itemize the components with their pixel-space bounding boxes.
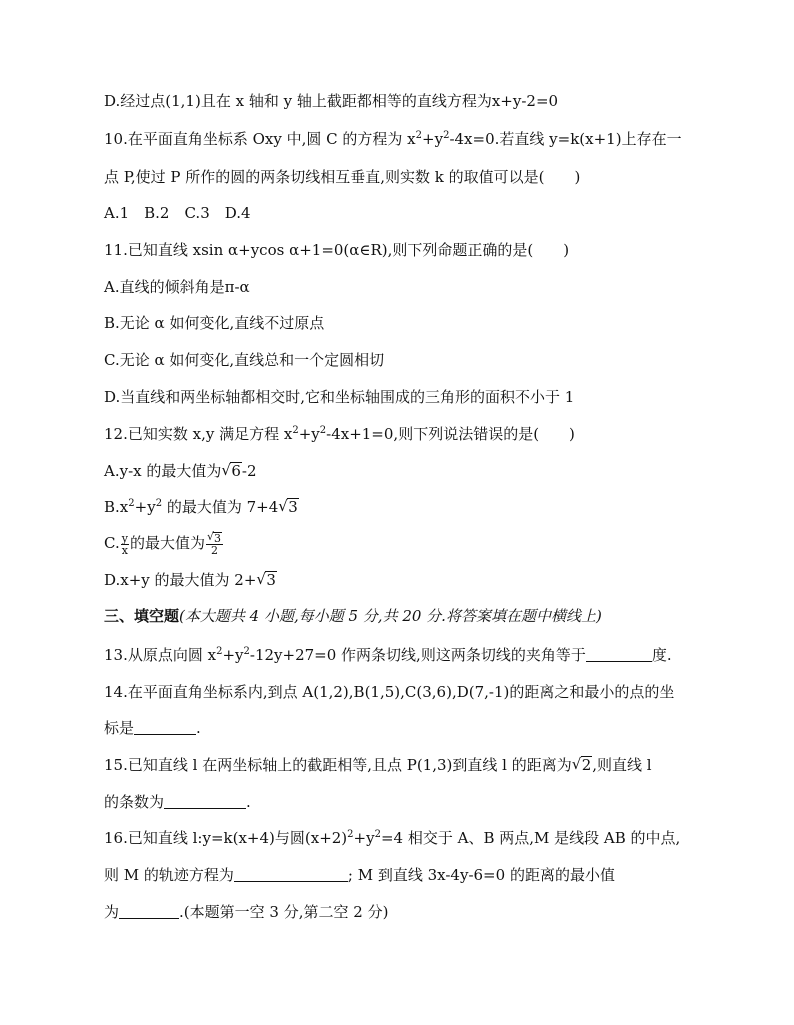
superscript: 2 bbox=[128, 498, 135, 509]
q16-stem-line2 bbox=[104, 865, 615, 885]
radicand: 3 bbox=[288, 498, 298, 516]
text: C.无论 α 如何变化,直线总和一个定圆相切 bbox=[104, 351, 385, 369]
text: 的最大值为 7+4 bbox=[162, 498, 279, 516]
sqrt-expression bbox=[278, 497, 299, 517]
text: +y bbox=[298, 425, 320, 443]
text: ,则直线 l bbox=[592, 756, 652, 774]
radicand: 6 bbox=[231, 462, 241, 480]
q13-stem bbox=[104, 645, 672, 665]
q12-option-c bbox=[104, 532, 224, 556]
text: . bbox=[196, 719, 201, 737]
text: -12y+27=0 作两条切线,则这两条切线的夹角等于 bbox=[249, 646, 586, 664]
superscript: 2 bbox=[415, 130, 423, 141]
text: 12.已知实数 x,y 满足方程 x bbox=[104, 425, 293, 443]
text: +y bbox=[134, 498, 156, 516]
text: -4x=0.若直线 y=k(x+1)上存在一 bbox=[449, 130, 682, 148]
text: -4x+1=0,则下列说法错误的是( ) bbox=[326, 425, 575, 443]
text: -2 bbox=[241, 462, 257, 480]
text: 为 bbox=[104, 903, 120, 921]
q14-stem-line1 bbox=[104, 682, 674, 702]
q11-option-d bbox=[104, 387, 574, 407]
answer-blank[interactable] bbox=[119, 904, 179, 919]
sqrt-expression bbox=[221, 461, 242, 481]
text: A.1 B.2 C.3 D.4 bbox=[104, 204, 251, 222]
fraction-sqrt3-over-2 bbox=[206, 532, 223, 556]
text: =4 相交于 A、B 两点,M 是线段 AB 的中点, bbox=[380, 829, 681, 847]
superscript: 2 bbox=[155, 498, 163, 509]
radicand: 3 bbox=[266, 571, 276, 589]
text: 度. bbox=[651, 646, 672, 664]
text: 13.从原点向圆 x bbox=[104, 646, 217, 664]
q16-stem-line3 bbox=[104, 902, 388, 922]
q10-stem-line2 bbox=[104, 167, 580, 187]
q16-stem-line1 bbox=[104, 828, 680, 848]
text: A.y-x 的最大值为 bbox=[104, 462, 222, 480]
superscript: 2 bbox=[216, 646, 223, 657]
q9-option-d bbox=[104, 91, 558, 111]
radical-sign: √ bbox=[206, 530, 214, 543]
text: D.当直线和两坐标轴都相交时,它和坐标轴围成的三角形的面积不小于 1 bbox=[104, 388, 575, 406]
q11-stem bbox=[104, 240, 569, 260]
q14-stem-line2 bbox=[104, 718, 201, 738]
text: +y bbox=[353, 829, 375, 847]
superscript: 2 bbox=[243, 646, 250, 657]
radical-sign: √ bbox=[221, 461, 231, 479]
text: 点 P,使过 P 所作的圆的两条切线相互垂直,则实数 k 的取值可以是( ) bbox=[104, 168, 581, 186]
text: +y bbox=[422, 130, 444, 148]
q11-option-b bbox=[104, 313, 324, 333]
q11-option-c bbox=[104, 350, 384, 370]
text: 则 M 的轨迹方程为 bbox=[104, 866, 234, 884]
superscript: 2 bbox=[319, 425, 327, 436]
superscript: 2 bbox=[443, 130, 450, 141]
q15-stem-line1 bbox=[104, 755, 652, 775]
radical-sign: √ bbox=[278, 497, 288, 515]
q10-stem-line1 bbox=[104, 129, 682, 149]
answer-blank[interactable] bbox=[164, 794, 246, 809]
radical-sign: √ bbox=[256, 570, 266, 588]
text: B.无论 α 如何变化,直线不过原点 bbox=[104, 314, 325, 332]
text: 15.已知直线 l 在两坐标轴上的截距相等,且点 P(1,3)到直线 l 的距离为 bbox=[104, 756, 572, 774]
sqrt-expression bbox=[207, 532, 222, 544]
section-fill-in-heading bbox=[104, 606, 602, 626]
section-instructions: (本大题共 4 小题,每小题 5 分,共 20 分.将答案填在题中横线上) bbox=[179, 607, 602, 625]
answer-blank[interactable] bbox=[586, 647, 652, 662]
q12-option-b bbox=[104, 497, 299, 517]
q11-option-a bbox=[104, 277, 250, 297]
section-title: 三、填空题 bbox=[104, 607, 180, 625]
sqrt-expression bbox=[572, 755, 593, 775]
radicand: 2 bbox=[581, 756, 592, 774]
text: 的条数为 bbox=[104, 793, 165, 811]
text: 16.已知直线 l:y=k(x+4)与圆(x+2) bbox=[104, 829, 348, 847]
text: D.x+y 的最大值为 2+ bbox=[104, 571, 257, 589]
text: 的最大值为 bbox=[129, 534, 205, 552]
answer-blank[interactable] bbox=[134, 720, 196, 735]
text: B.x bbox=[104, 498, 129, 516]
q12-option-d bbox=[104, 570, 277, 590]
text: A.直线的倾斜角是π-α bbox=[104, 278, 250, 296]
text: 14.在平面直角坐标系内,到点 A(1,2),B(1,5),C(3,6),D(7,-1)的距离之和最小的点的坐 bbox=[104, 683, 675, 701]
numerator: y bbox=[121, 531, 128, 545]
text: .(本题第一空 3 分,第二空 2 分) bbox=[179, 903, 389, 921]
denominator: 2 bbox=[210, 544, 218, 557]
denominator: x bbox=[121, 543, 128, 557]
answer-blank[interactable] bbox=[234, 867, 348, 882]
text: 10.在平面直角坐标系 Oxy 中,圆 C 的方程为 x bbox=[104, 130, 416, 148]
text: C. bbox=[104, 534, 120, 552]
fraction-y-over-x bbox=[121, 533, 129, 556]
superscript: 2 bbox=[292, 425, 299, 436]
radicand: 3 bbox=[213, 532, 221, 545]
superscript: 2 bbox=[374, 829, 381, 840]
q15-stem-line2 bbox=[104, 792, 251, 812]
text: +y bbox=[222, 646, 244, 664]
radical-sign: √ bbox=[571, 755, 582, 773]
text: 11.已知直线 xsin α+ycos α+1=0(α∈R),则下列命题正确的是( ) bbox=[104, 241, 570, 259]
numerator bbox=[206, 532, 223, 545]
sqrt-expression bbox=[256, 570, 277, 590]
q12-stem bbox=[104, 424, 575, 444]
superscript: 2 bbox=[347, 829, 354, 840]
q12-option-a bbox=[104, 461, 257, 481]
text: D.经过点(1,1)且在 x 轴和 y 轴上截距都相等的直线方程为x+y-2=0 bbox=[104, 92, 559, 110]
text: 标是 bbox=[104, 719, 135, 737]
text: . bbox=[246, 793, 251, 811]
q10-options bbox=[104, 203, 251, 223]
text: ; M 到直线 3x-4y-6=0 的距离的最小值 bbox=[347, 866, 615, 884]
